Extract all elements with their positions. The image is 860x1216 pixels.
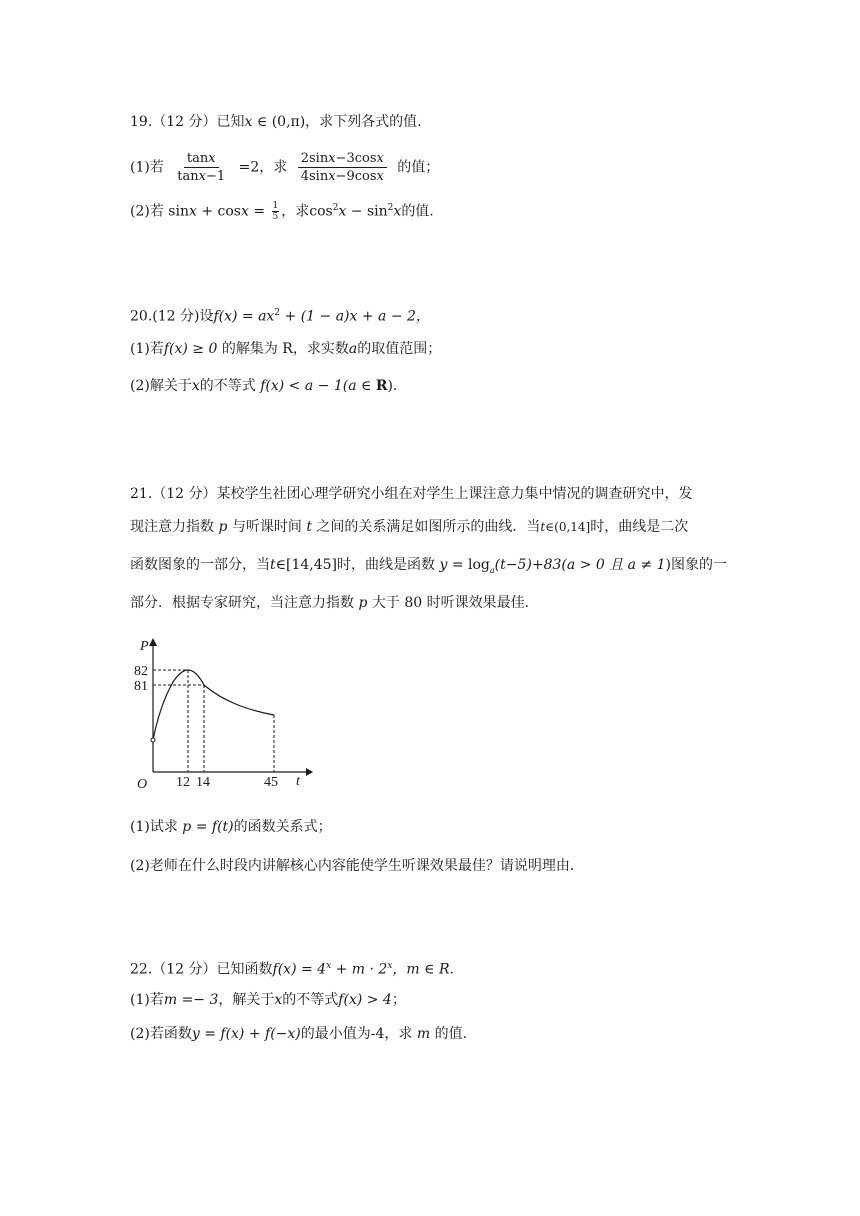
q21-part2: (2)老师在什么时段内讲解核心内容能使学生听课效果最佳？请说明理由．	[130, 858, 584, 874]
q20-stem: 20.(12 分)设$f(x) = ax^2 + (1 - a)x + a - 2$，	[130, 308, 430, 325]
y-tick-82: 82	[134, 664, 148, 679]
x-axis-label: t	[296, 774, 300, 789]
x-tick-45: 45	[264, 775, 278, 790]
q19-stem: 19.（12 分）已知x ∈ (0,π)，求下列各式的值.	[130, 114, 422, 130]
q21-line3: 函数图象的一部分，当t∈[14,45]时，曲线是函数 $y = \log_a(t-5)+83(a > 0$ 且 a ≠ 1)图象的一	[130, 557, 728, 575]
curve-start-point	[151, 738, 155, 742]
fraction-tan: $\frac{\tan x}{\tan x-1}$	[177, 151, 226, 184]
q19-part1: (1)若 $\frac{\tan x}{\tan x-1}$ =2，求 $\frac{2\sin x-3\cos x}{4\sin x-9\cos x}$ 的值；	[130, 151, 440, 184]
q21-line1: 21.（12 分）某校学生社团心理学研究小组在对学生上课注意力集中情况的调查研究中，发	[130, 486, 693, 502]
y-tick-81: 81	[134, 679, 148, 694]
y-axis-label: P	[140, 639, 149, 654]
y-axis-arrow-icon	[149, 638, 157, 646]
q21-line4: 部分．根据专家研究，当注意力指数 p 大于 80 时听课效果最佳．	[130, 595, 539, 611]
q21-line2: 现注意力指数 p 与听课时间 t 之间的关系满足如图所示的曲线．当t∈(0,14]时，曲线是二次	[130, 519, 689, 535]
x-tick-12: 12	[176, 775, 190, 790]
q21-part1: (1)试求 p = f(t)的函数关系式；	[130, 819, 332, 835]
fraction-sin-cos: $\frac{2\sin x-3\cos x}{4\sin x-9\cos x}$	[298, 150, 387, 185]
q20-part1: (1)若f(x) ≥ 0 的解集为 R，求实数a的取值范围；	[130, 341, 442, 357]
q22-part1: (1)若m =− 3，解关于x的不等式f(x) > 4；	[130, 992, 406, 1008]
q20-part2: (2)解关于x的不等式 f(x) < a − 1(a ∈ R).	[130, 378, 398, 394]
x-tick-14: 14	[196, 775, 210, 790]
q19-part2: (2)若 sinx + cosx = $\frac{1}{5}$ ，求$\cos^2x - \sin^2x$的值.	[130, 201, 434, 223]
q22-part2: (2)若函数y = f(x) + f(−x)的最小值为-4，求 m 的值.	[130, 1026, 468, 1042]
origin-label: O	[137, 777, 148, 792]
x-axis-arrow-icon	[306, 768, 313, 776]
attention-curve-graph	[128, 630, 313, 792]
attention-curve	[153, 670, 274, 740]
q22-stem: 22.（12 分）已知函数$f(x) = 4^x + m \cdot 2^x$，m ∈ R.	[130, 961, 454, 978]
